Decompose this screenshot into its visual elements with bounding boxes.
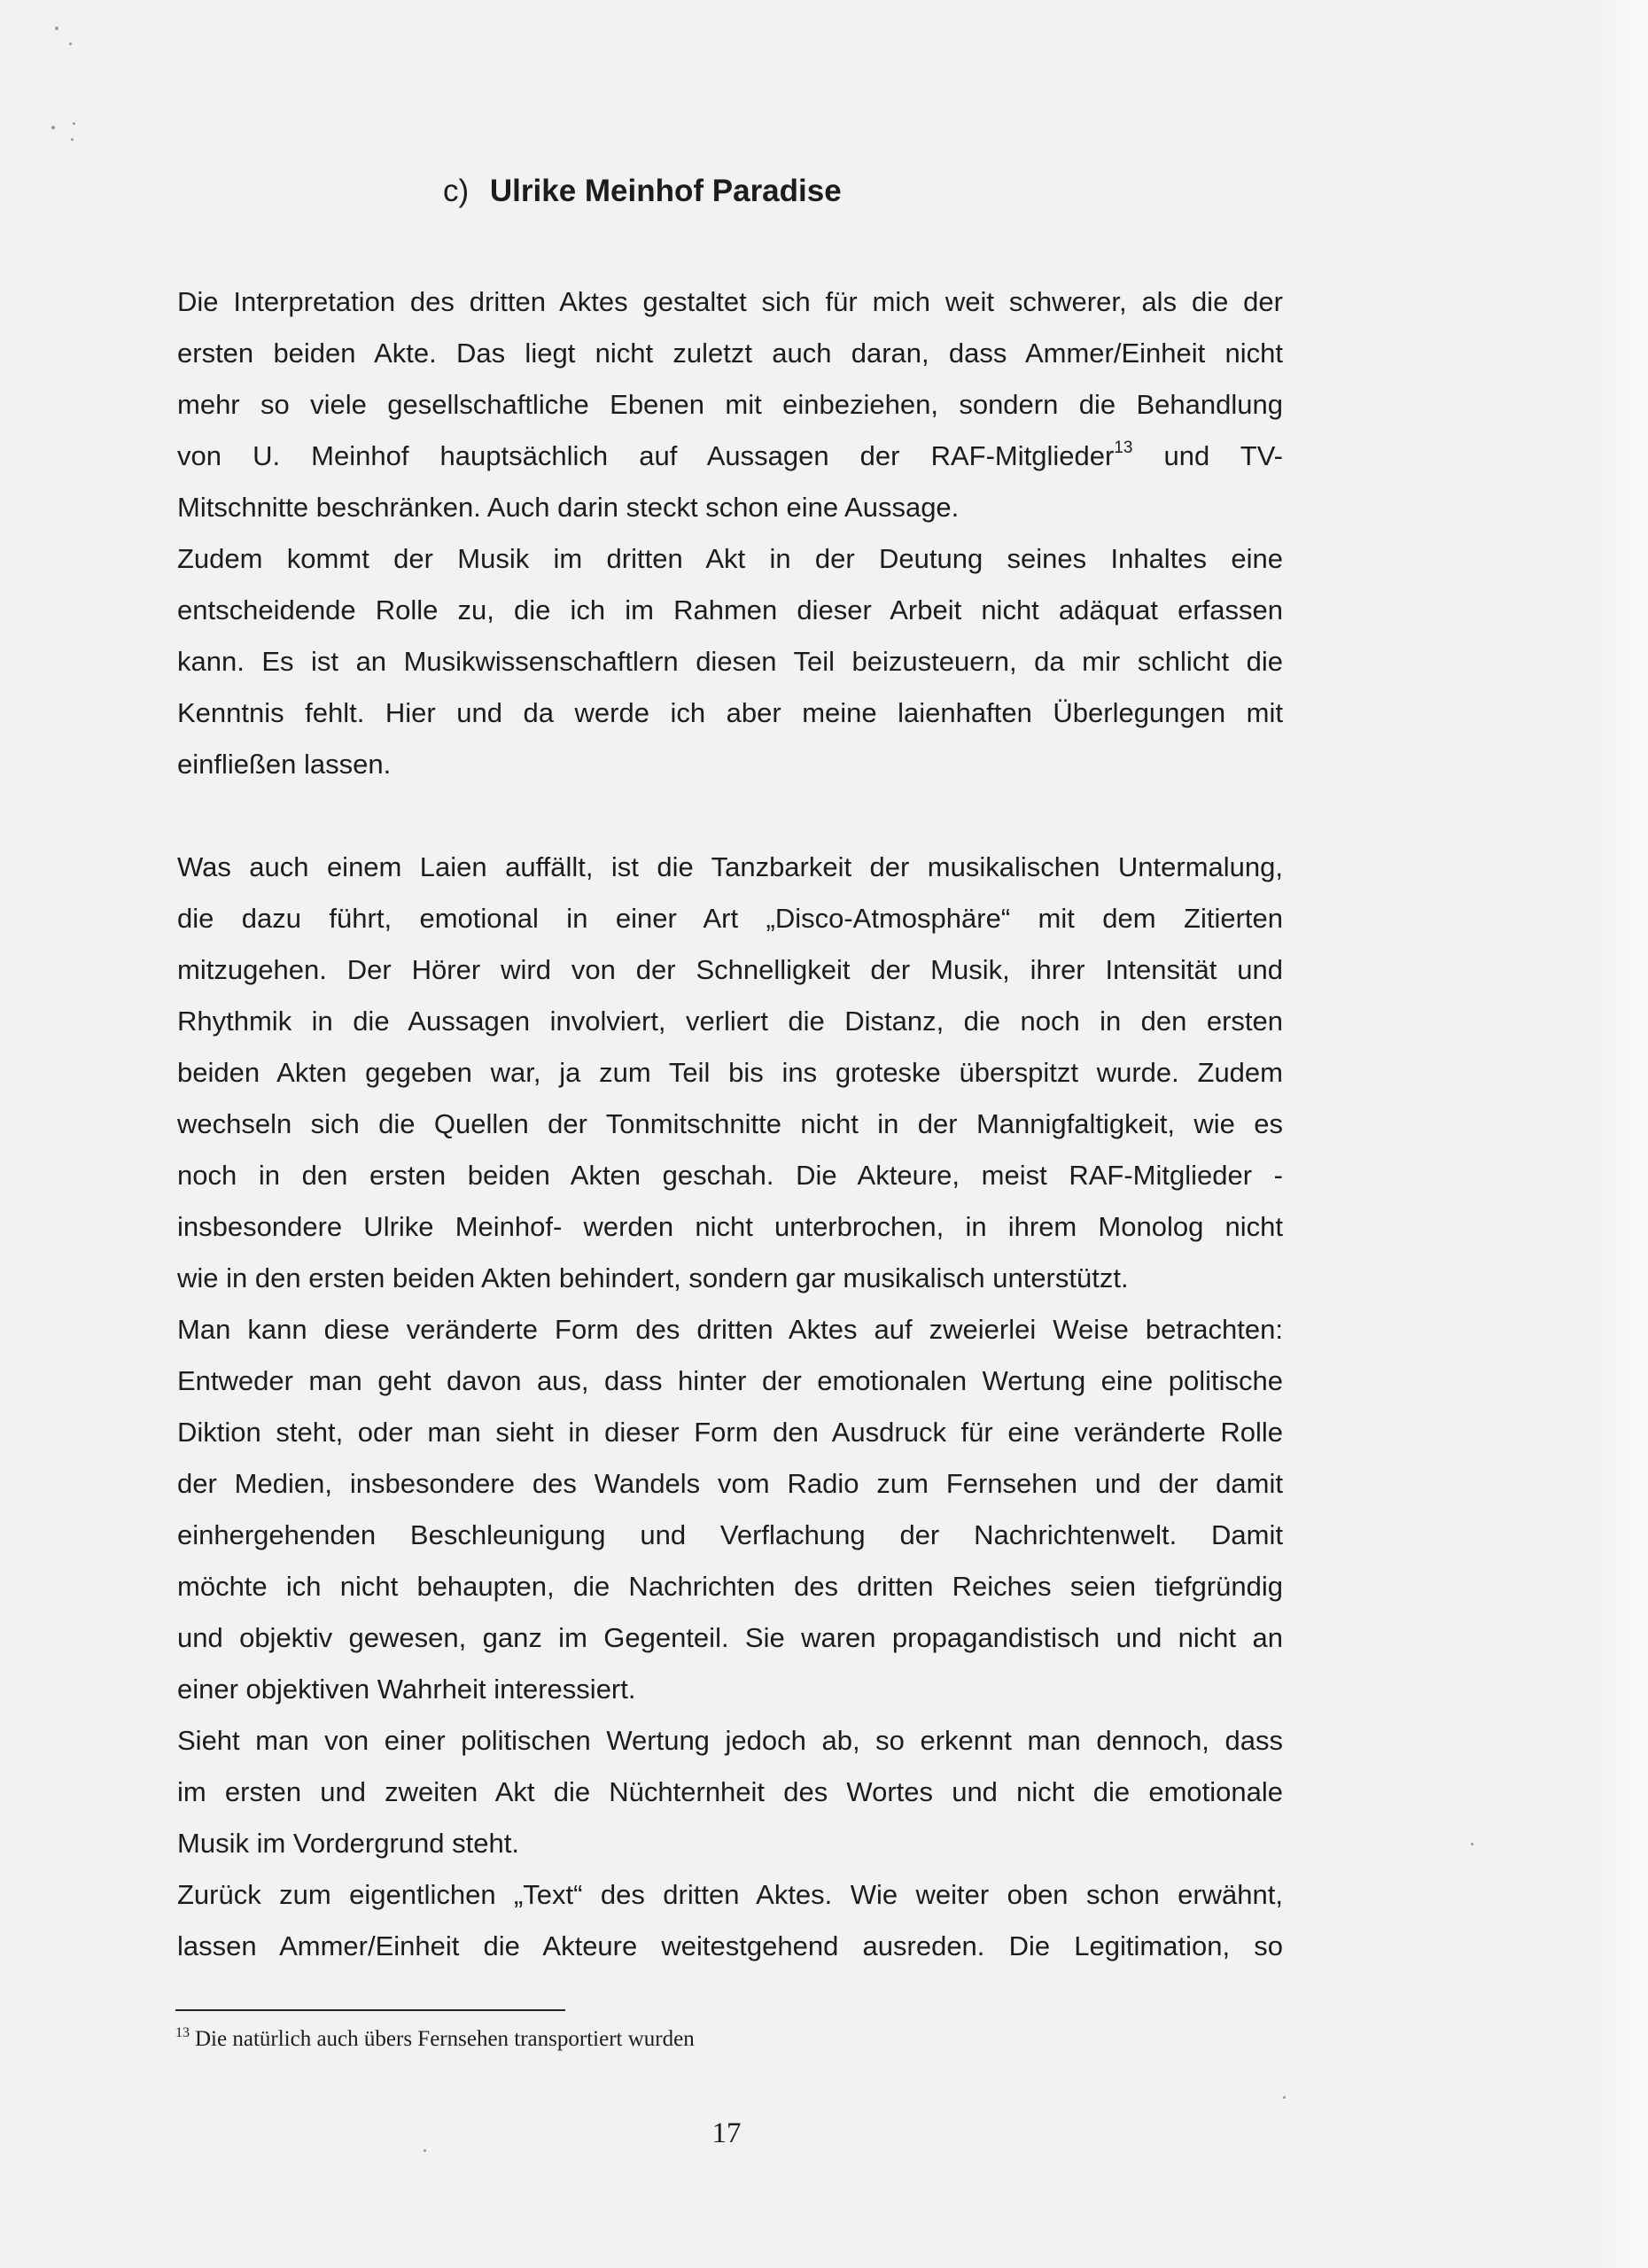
text-line: Diktion steht, oder man sieht in dieser Form den Ausdruck für eine veränderte Rolle bbox=[177, 1417, 1283, 1448]
text-line: mitzugehen. Der Hörer wird von der Schnelligkeit der Musik, ihrer Intensität und bbox=[177, 954, 1283, 985]
text-line: kann. Es ist an Musikwissenschaftlern diesen Teil beizusteuern, da mir schlicht die bbox=[177, 646, 1283, 677]
scan-speck bbox=[51, 126, 55, 129]
page-number: 17 bbox=[711, 2117, 742, 2149]
text-line: Kenntnis fehlt. Hier und da werde ich aber meine laienhaften Überlegungen mit bbox=[177, 697, 1283, 728]
scan-speck bbox=[71, 138, 74, 141]
paragraph-gap bbox=[177, 790, 1283, 842]
text-segment: und TV- bbox=[1132, 440, 1283, 471]
text-line: wechseln sich die Quellen der Tonmitschnitte nicht in der Mannigfaltigkeit, wie es bbox=[177, 1108, 1283, 1139]
text-line: Zurück zum eigentlichen „Text“ des dritten Aktes. Wie weiter oben schon erwähnt, bbox=[177, 1879, 1283, 1910]
scan-speck bbox=[1283, 2096, 1286, 2099]
text-line: einhergehenden Beschleunigung und Verflachung der Nachrichtenwelt. Damit bbox=[177, 1519, 1283, 1550]
text-line: im ersten und zweiten Akt die Nüchternheit des Wortes und nicht die emotionale bbox=[177, 1776, 1283, 1807]
text-line: einfließen lassen. bbox=[177, 749, 392, 780]
scan-speck bbox=[424, 2149, 426, 2152]
body-text bbox=[177, 276, 1283, 1972]
text-line: der Medien, insbesondere des Wandels vom Radio zum Fernsehen und der damit bbox=[177, 1468, 1283, 1499]
text-line: wie in den ersten beiden Akten behindert, sondern gar musikalisch unterstützt. bbox=[177, 1262, 1129, 1293]
scan-speck bbox=[73, 122, 75, 125]
scan-speck bbox=[1471, 1843, 1473, 1845]
text-line: möchte ich nicht behaupten, die Nachrichten des dritten Reiches seien tiefgründig bbox=[177, 1571, 1283, 1602]
text-line: Entweder man geht davon aus, dass hinter der emotionalen Wertung eine politische bbox=[177, 1365, 1283, 1396]
footnote-reference: 13 bbox=[1114, 439, 1133, 457]
text-line: noch in den ersten beiden Akten geschah. Die Akteure, meist RAF-Mitglieder - bbox=[177, 1160, 1283, 1191]
scan-speck bbox=[55, 27, 58, 30]
text-line: Sieht man von einer politischen Wertung jedoch ab, so erkennt man dennoch, dass bbox=[177, 1725, 1283, 1756]
text-line: und objektiv gewesen, ganz im Gegenteil. Sie waren propagandistisch und nicht an bbox=[177, 1622, 1283, 1653]
text-line: entscheidende Rolle zu, die ich im Rahmen dieser Arbeit nicht adäquat erfassen bbox=[177, 594, 1283, 625]
text-line: beiden Akten gegeben war, ja zum Teil bis ins groteske überspitzt wurde. Zudem bbox=[177, 1057, 1283, 1088]
text-line: Musik im Vordergrund steht. bbox=[177, 1828, 519, 1859]
section-enumerator: c) bbox=[443, 174, 470, 208]
text-line: Mitschnitte beschränken. Auch darin steckt schon eine Aussage. bbox=[177, 492, 960, 523]
footnote bbox=[175, 2027, 695, 2052]
text-segment: von U. Meinhof hauptsächlich auf Aussagen der RAF-Mitglieder bbox=[177, 440, 1115, 471]
text-line: einer objektiven Wahrheit interessiert. bbox=[177, 1674, 636, 1705]
section-title: Ulrike Meinhof Paradise bbox=[489, 174, 842, 208]
text-line: Die Interpretation des dritten Aktes gestaltet sich für mich weit schwerer, als die der bbox=[177, 286, 1283, 317]
scan-speck bbox=[69, 43, 72, 45]
text-line-with-footnote-ref bbox=[177, 431, 1283, 482]
text-line: die dazu führt, emotional in einer Art „Disco-Atmosphäre“ mit dem Zitierten bbox=[177, 903, 1283, 934]
section-heading bbox=[443, 174, 842, 209]
footnote-marker: 13 bbox=[175, 2025, 190, 2040]
text-line: lassen Ammer/Einheit die Akteure weitestgehend ausreden. Die Legitimation, so bbox=[177, 1930, 1283, 1961]
footnote-separator bbox=[175, 2009, 565, 2011]
page-edge-shadow bbox=[1595, 0, 1648, 2268]
text-line: insbesondere Ulrike Meinhof- werden nicht unterbrochen, in ihrem Monolog nicht bbox=[177, 1211, 1283, 1242]
text-line: ersten beiden Akte. Das liegt nicht zuletzt auch daran, dass Ammer/Einheit nicht bbox=[177, 338, 1283, 369]
text-line: mehr so viele gesellschaftliche Ebenen mit einbeziehen, sondern die Behandlung bbox=[177, 389, 1283, 420]
text-line: Rhythmik in die Aussagen involviert, verliert die Distanz, die noch in den ersten bbox=[177, 1006, 1283, 1037]
footnote-text: Die natürlich auch übers Fernsehen transportiert wurden bbox=[195, 2027, 695, 2051]
text-line: Was auch einem Laien auffällt, ist die Tanzbarkeit der musikalischen Untermalung, bbox=[177, 851, 1283, 882]
text-line: Zudem kommt der Musik im dritten Akt in der Deutung seines Inhaltes eine bbox=[177, 543, 1283, 574]
text-line: Man kann diese veränderte Form des dritten Aktes auf zweierlei Weise betrachten: bbox=[177, 1314, 1283, 1345]
